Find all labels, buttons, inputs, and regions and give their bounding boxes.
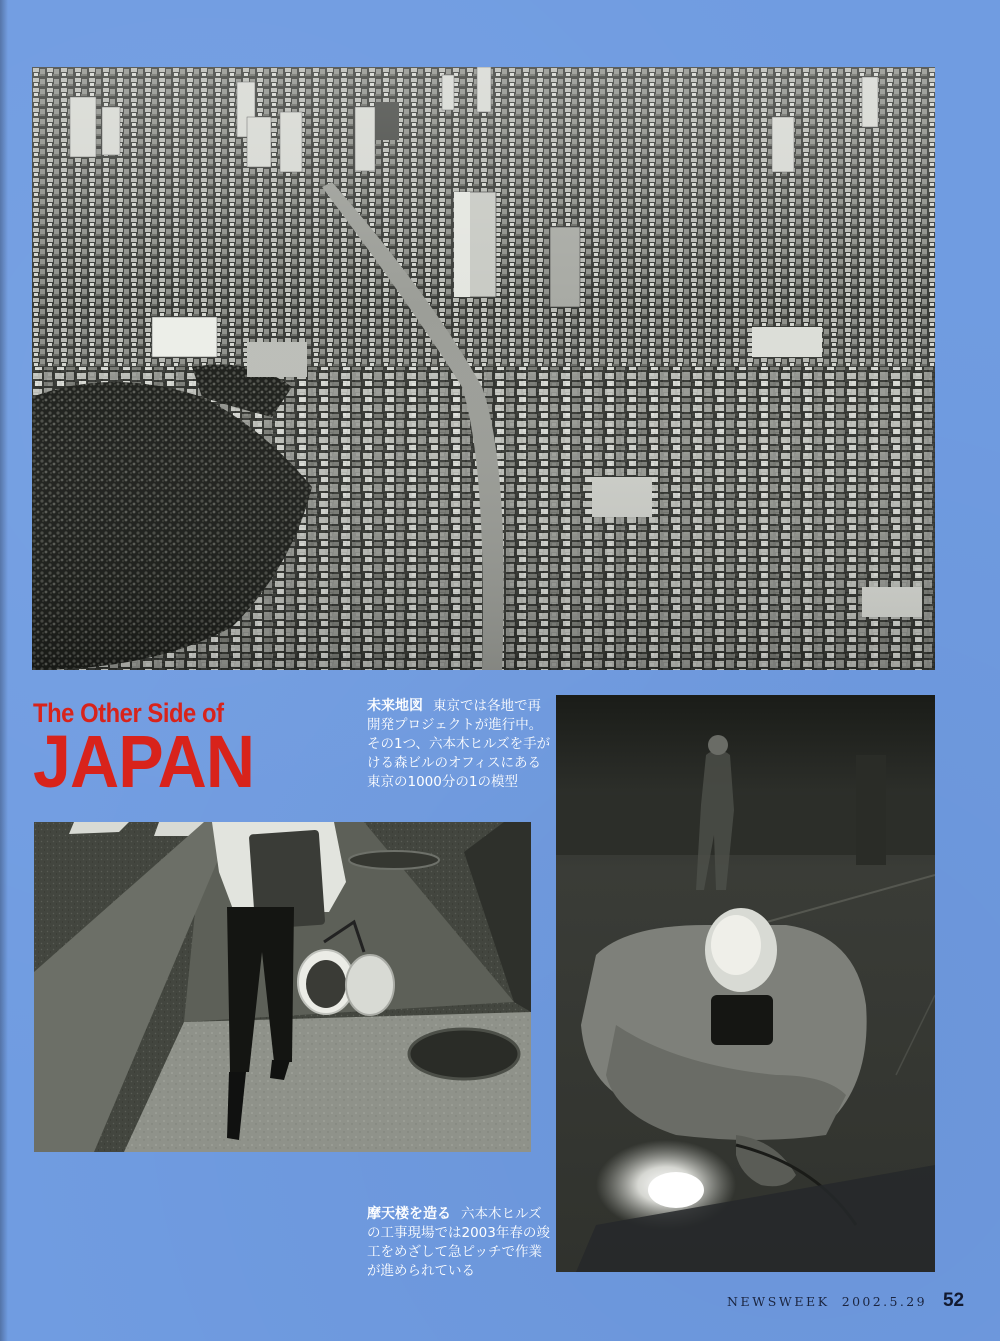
caption-city-model xyxy=(367,697,552,792)
photo-woman-with-hardhats xyxy=(34,822,531,1152)
headline-main: JAPAN xyxy=(33,720,255,803)
magazine-name: NEWSWEEK xyxy=(727,1294,830,1309)
page-number: 52 xyxy=(942,1290,965,1311)
caption-title: 未来地図 xyxy=(367,698,423,714)
headline-kicker: The Other Side of xyxy=(33,698,224,728)
photo-construction-welder xyxy=(556,695,935,1272)
binding-shadow xyxy=(0,0,8,1341)
page-footer xyxy=(727,1290,964,1312)
caption-construction xyxy=(367,1205,552,1281)
caption-title: 摩天楼を造る xyxy=(367,1206,451,1222)
issue-date: 2002.5.29 xyxy=(841,1294,927,1309)
article-headline xyxy=(33,698,273,803)
caption-body: 六本木ヒルズの工事現場では2003年春の竣工をめざして急ピッチで作業が進められている xyxy=(367,1206,550,1279)
caption-body: 東京では各地で再開発プロジェクトが進行中。その1つ、六本木ヒルズを手がける森ビルのオフィスにある東京の1000分の1の模型 xyxy=(367,698,551,790)
photo-tokyo-city-model xyxy=(32,67,935,670)
